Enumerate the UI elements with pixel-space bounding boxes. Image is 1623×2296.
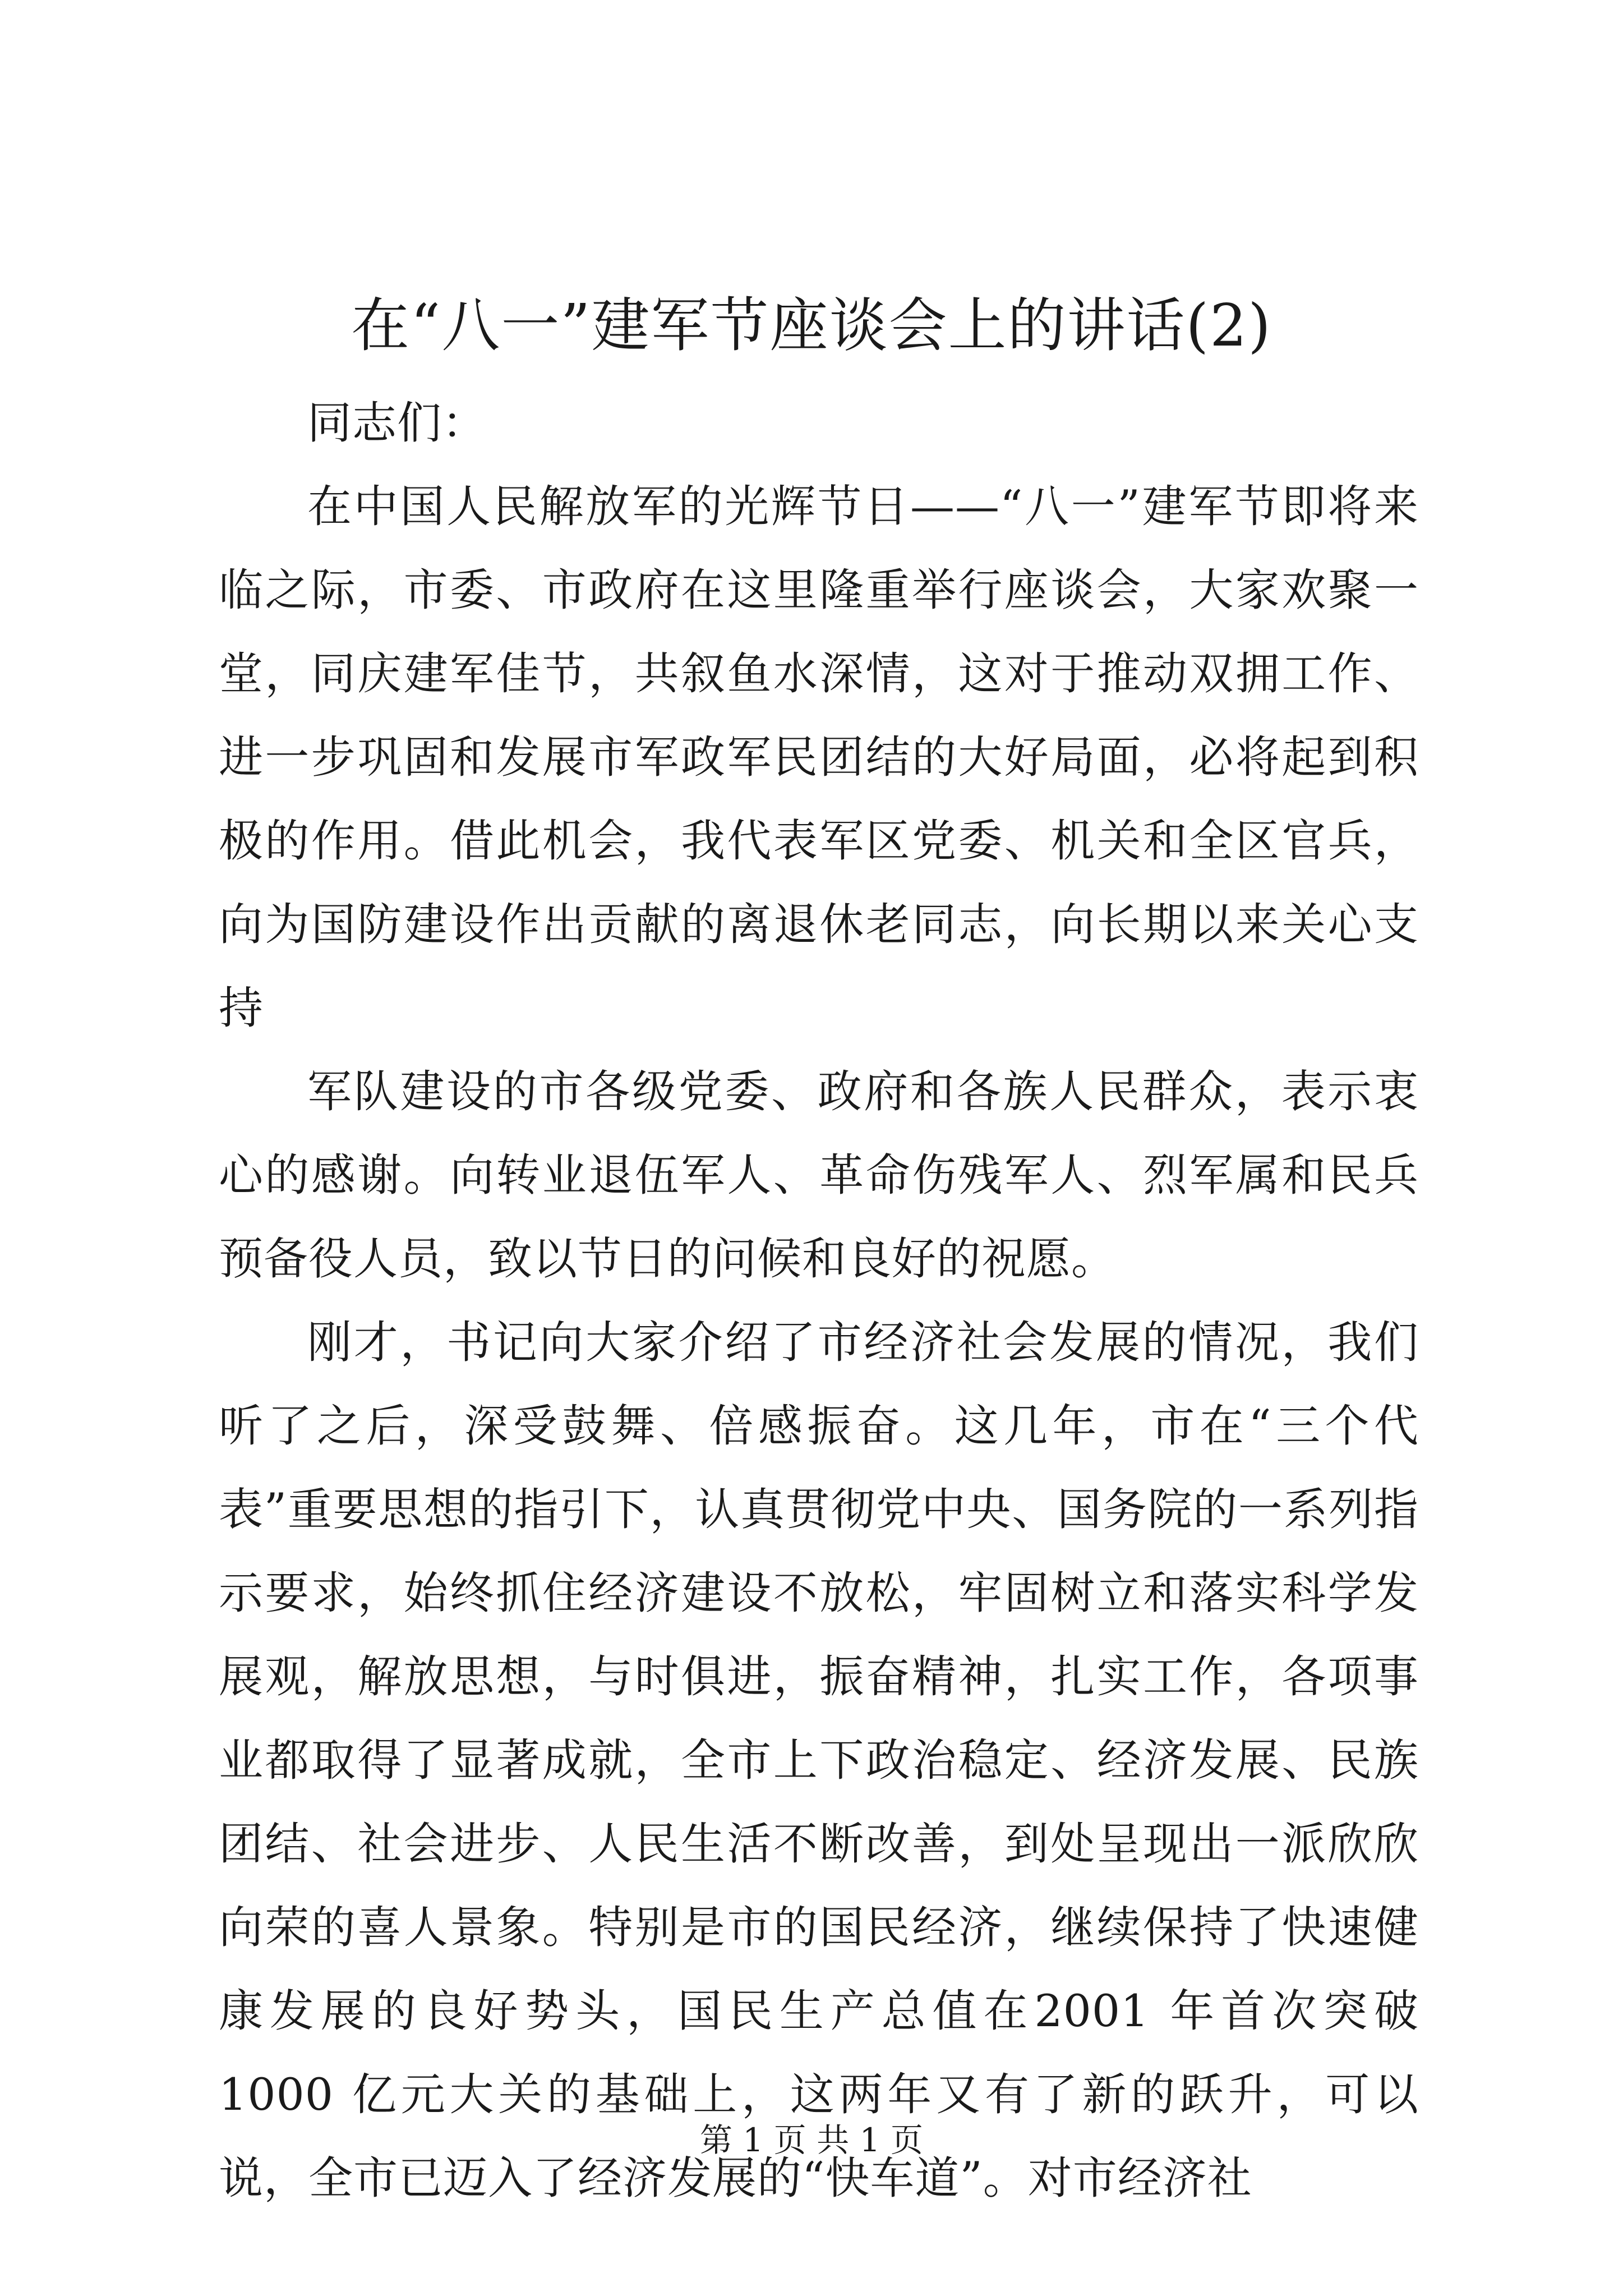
salutation-paragraph: 同志们： (307, 397, 487, 449)
body-paragraph: 刚才，书记向大家介绍了市经济社会发展的情况，我们听了之后，深受鼓舞、倍感振奋。这几年，市在“三个代表”重要思想的指引下，认真贯彻党中央、国务院的一系列指示要求，始终抓住经济建设不放松，牢固树立和落实科学发展观，解放思想，与时俱进，振奋精神，扎实工作，各项事业都取得了显著成就，全市上下政治稳定、经济发展、民族团结、社会进步、人民生活不断改善，到处呈现出一派欣欣向荣的喜人景象。特别是市的国民经济，继续保持了快速健康发展的良好势头，国民生产总值在2001 年首次突破 1000 亿元大关的基础上，这两年又有了新的跃升，可以说，全市已迈入了经济发展的“快车道”。对市经济社 (219, 1317, 1419, 2204)
body-paragraph: 在中国人民解放军的光辉节日——“八一”建军节即将来临之际，市委、市政府在这里隆重举行座谈会，大家欢聚一堂，同庆建军佳节，共叙鱼水深情，这对于推动双拥工作、进一步巩固和发展市军政军民团结的大好局面，必将起到积极的作用。借此机会，我代表军区党委、机关和全区官兵，向为国防建设作出贡献的离退休老同志，向长期以来关心支持 (219, 481, 1419, 1034)
body-paragraph: 军队建设的市各级党委、政府和各族人民群众，表示衷心的感谢。向转业退伍军人、革命伤残军人、烈军属和民兵预备役人员，致以节日的问候和良好的祝愿。 (219, 1066, 1419, 1285)
document-title: 在“八一”建军节座谈会上的讲话(2) (351, 291, 1272, 360)
page-number-footer: 第 1 页 共 1 页 (700, 2121, 923, 2159)
document-body (219, 381, 1419, 2220)
